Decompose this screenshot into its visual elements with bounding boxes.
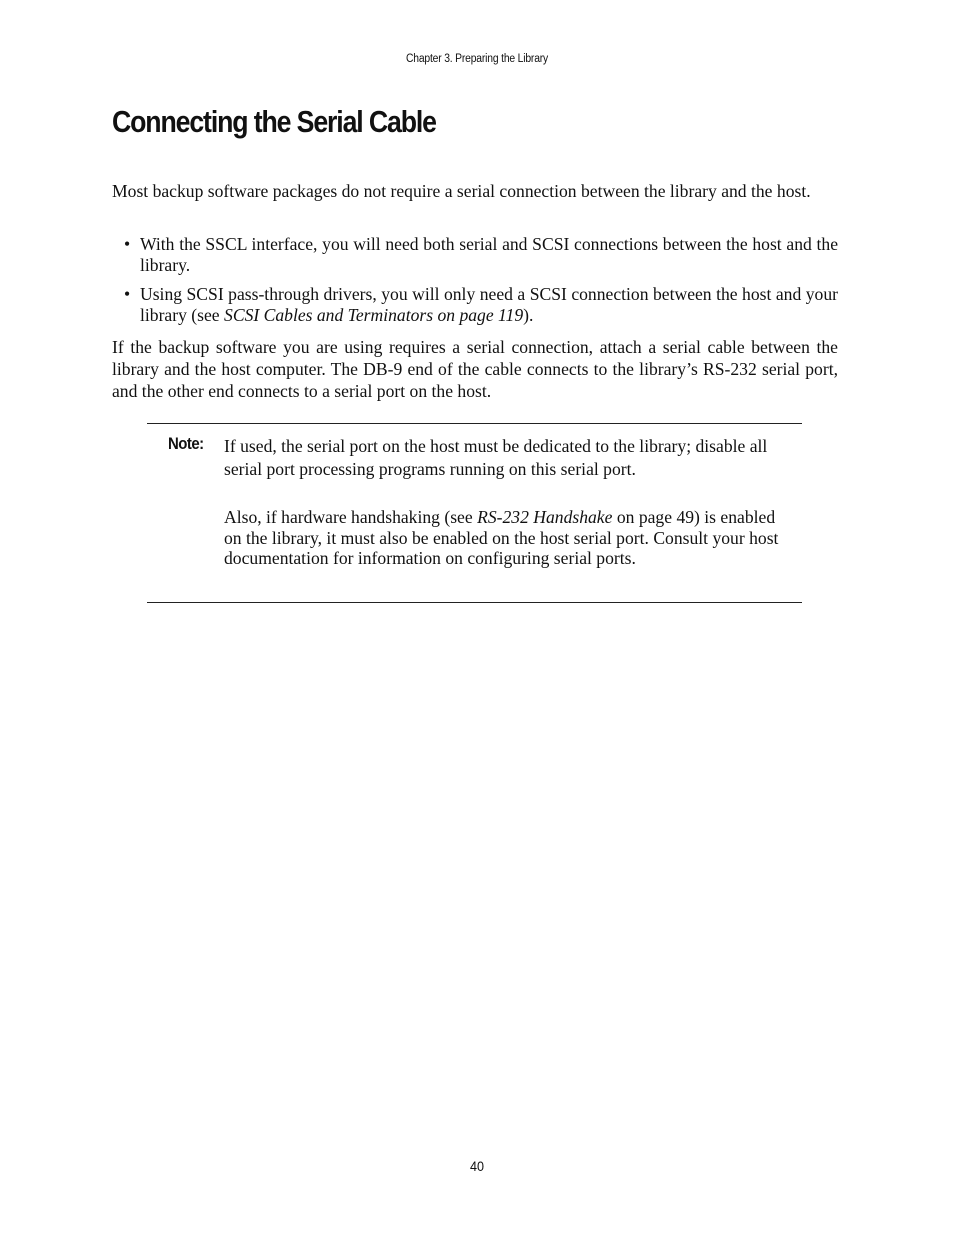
bullet-text-passthrough: Using SCSI pass-through drivers, you will only need a SCSI connection between the host and your library (see	[140, 284, 838, 325]
note-label: Note:	[168, 434, 204, 453]
section-title: Connecting the Serial Cable	[112, 104, 436, 139]
note-bottom-divider	[147, 602, 802, 603]
intro-paragraph: Most backup software packages do not require a serial connection between the library and the host.	[112, 181, 811, 201]
cross-reference-rs232-handshake[interactable]: RS-232 Handshake	[477, 507, 613, 527]
bullet-list	[112, 234, 838, 326]
note-top-divider	[147, 423, 802, 424]
bullet-marker: •	[124, 234, 131, 254]
running-head: Chapter 3. Preparing the Library	[405, 53, 549, 65]
note-text-2-start: Also, if hardware handshaking (see	[224, 507, 478, 527]
bullet-text-sscl: With the SSCL interface, you will need both serial and SCSI connections between the host and the library.	[140, 234, 838, 275]
bullet-text-passthrough-end: ).	[523, 305, 534, 325]
list-item	[112, 234, 838, 276]
page-number: 40	[469, 1158, 485, 1174]
note-text-1: If used, the serial port on the host must be dedicated to the library; disable all serial port processing programs running on this serial port.	[224, 436, 768, 479]
note-text-2-end: on page 49) is enabled on the library, it must also be enabled on the host serial port. Consult your host documentation for information on configuring serial ports.	[224, 507, 779, 568]
note-text-2	[224, 507, 784, 569]
cross-reference-scsi-cables[interactable]: SCSI Cables and Terminators on page 119	[224, 305, 524, 325]
serial-cable-paragraph: If the backup software you are using requires a serial connection, attach a serial cable between the library and the host computer. The DB-9 end of the cable connects to the library’s RS-232 serial port, and the other end connects to a serial port on the host.	[112, 337, 838, 401]
list-item	[112, 284, 838, 326]
bullet-marker: •	[124, 284, 131, 304]
